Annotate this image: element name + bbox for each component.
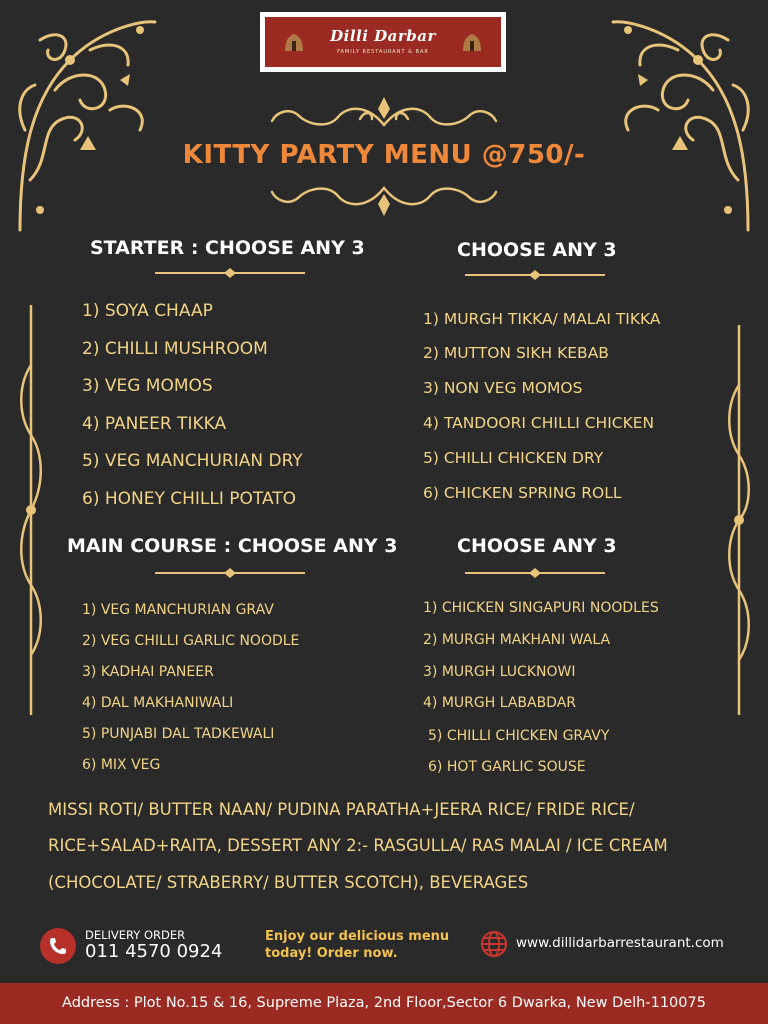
nonveg-starter-divider bbox=[465, 270, 605, 280]
list-item: 5) CHILLI CHICKEN GRAVY bbox=[428, 728, 610, 744]
list-item: 5) CHILLI CHICKEN DRY bbox=[423, 449, 604, 467]
list-item: 2) VEG CHILLI GARLIC NOODLE bbox=[82, 633, 300, 649]
list-item: 2) MUTTON SIKH KEBAB bbox=[423, 344, 609, 362]
nonveg-starter-heading: CHOOSE ANY 3 bbox=[457, 239, 617, 261]
extras-line: (CHOCOLATE/ STRABERRY/ BUTTER SCOTCH), BEVERAGES bbox=[48, 873, 529, 892]
website-link[interactable]: www.dillidarbarrestaurant.com bbox=[516, 935, 724, 951]
list-item: 2) CHILLI MUSHROOM bbox=[82, 339, 268, 359]
list-item: 5) VEG MANCHURIAN DRY bbox=[82, 451, 303, 471]
extras-line: RICE+SALAD+RAITA, DESSERT ANY 2:- RASGULLA/ RAS MALAI / ICE CREAM bbox=[48, 836, 668, 855]
restaurant-logo bbox=[260, 12, 506, 72]
delivery-order-label: DELIVERY ORDER bbox=[85, 928, 186, 942]
nonveg-main-heading: CHOOSE ANY 3 bbox=[457, 535, 617, 557]
list-item: 3) VEG MOMOS bbox=[82, 376, 213, 396]
list-item: 6) CHICKEN SPRING ROLL bbox=[423, 484, 622, 502]
list-item: 3) NON VEG MOMOS bbox=[423, 379, 583, 397]
list-item: 4) MURGH LABABDAR bbox=[423, 695, 577, 711]
list-item: 1) CHICKEN SINGAPURI NOODLES bbox=[423, 600, 659, 616]
list-item: 3) KADHAI PANEER bbox=[82, 664, 214, 680]
list-item: 6) HONEY CHILLI POTATO bbox=[82, 489, 297, 509]
logo-subtitle: FAMILY RESTAURANT & BAR bbox=[337, 49, 429, 55]
starter-heading: STARTER : CHOOSE ANY 3 bbox=[90, 237, 365, 259]
extras-line: MISSI ROTI/ BUTTER NAAN/ PUDINA PARATHA+JEERA RICE/ FRIDE RICE/ bbox=[48, 800, 635, 819]
list-item: 6) HOT GARLIC SOUSE bbox=[428, 759, 586, 775]
list-item: 3) MURGH LUCKNOWI bbox=[423, 664, 576, 680]
list-item: 1) SOYA CHAAP bbox=[82, 301, 213, 321]
list-item: 2) MURGH MAKHANI WALA bbox=[423, 632, 611, 648]
title-ornament-bottom bbox=[268, 178, 500, 218]
logo-name: Dilli Darbar bbox=[330, 27, 436, 45]
enjoy-message bbox=[265, 928, 465, 962]
side-ornament-right bbox=[726, 325, 752, 715]
corner-ornament-left bbox=[10, 10, 160, 240]
phone-icon[interactable] bbox=[40, 928, 76, 964]
menu-title: KITTY PARTY MENU @750/- bbox=[182, 140, 586, 170]
main-course-divider bbox=[155, 568, 305, 578]
list-item: 4) TANDOORI CHILLI CHICKEN bbox=[423, 414, 655, 432]
list-item: 4) DAL MAKHANIWALI bbox=[82, 695, 234, 711]
list-item: 6) MIX VEG bbox=[82, 757, 161, 773]
enjoy-line-1: Enjoy our delicious menu bbox=[265, 929, 450, 944]
list-item: 1) VEG MANCHURIAN GRAV bbox=[82, 602, 274, 618]
nonveg-main-divider bbox=[465, 568, 605, 578]
title-ornament-top bbox=[268, 95, 500, 135]
list-item: 4) PANEER TIKKA bbox=[82, 414, 227, 434]
side-ornament-left bbox=[18, 305, 44, 715]
delivery-phone-number[interactable]: 011 4570 0924 bbox=[85, 941, 223, 962]
corner-ornament-right bbox=[608, 10, 758, 240]
globe-icon bbox=[480, 930, 508, 958]
main-course-heading: MAIN COURSE : CHOOSE ANY 3 bbox=[67, 535, 398, 557]
enjoy-line-2: today! Order now. bbox=[265, 946, 398, 961]
list-item: 1) MURGH TIKKA/ MALAI TIKKA bbox=[423, 310, 661, 328]
starter-divider bbox=[155, 268, 305, 278]
dome-icon-right bbox=[461, 31, 483, 53]
address-bar: Address : Plot No.15 & 16, Supreme Plaza, 2nd Floor,Sector 6 Dwarka, New Delh-110075 bbox=[0, 983, 768, 1024]
list-item: 5) PUNJABI DAL TADKEWALI bbox=[82, 726, 275, 742]
